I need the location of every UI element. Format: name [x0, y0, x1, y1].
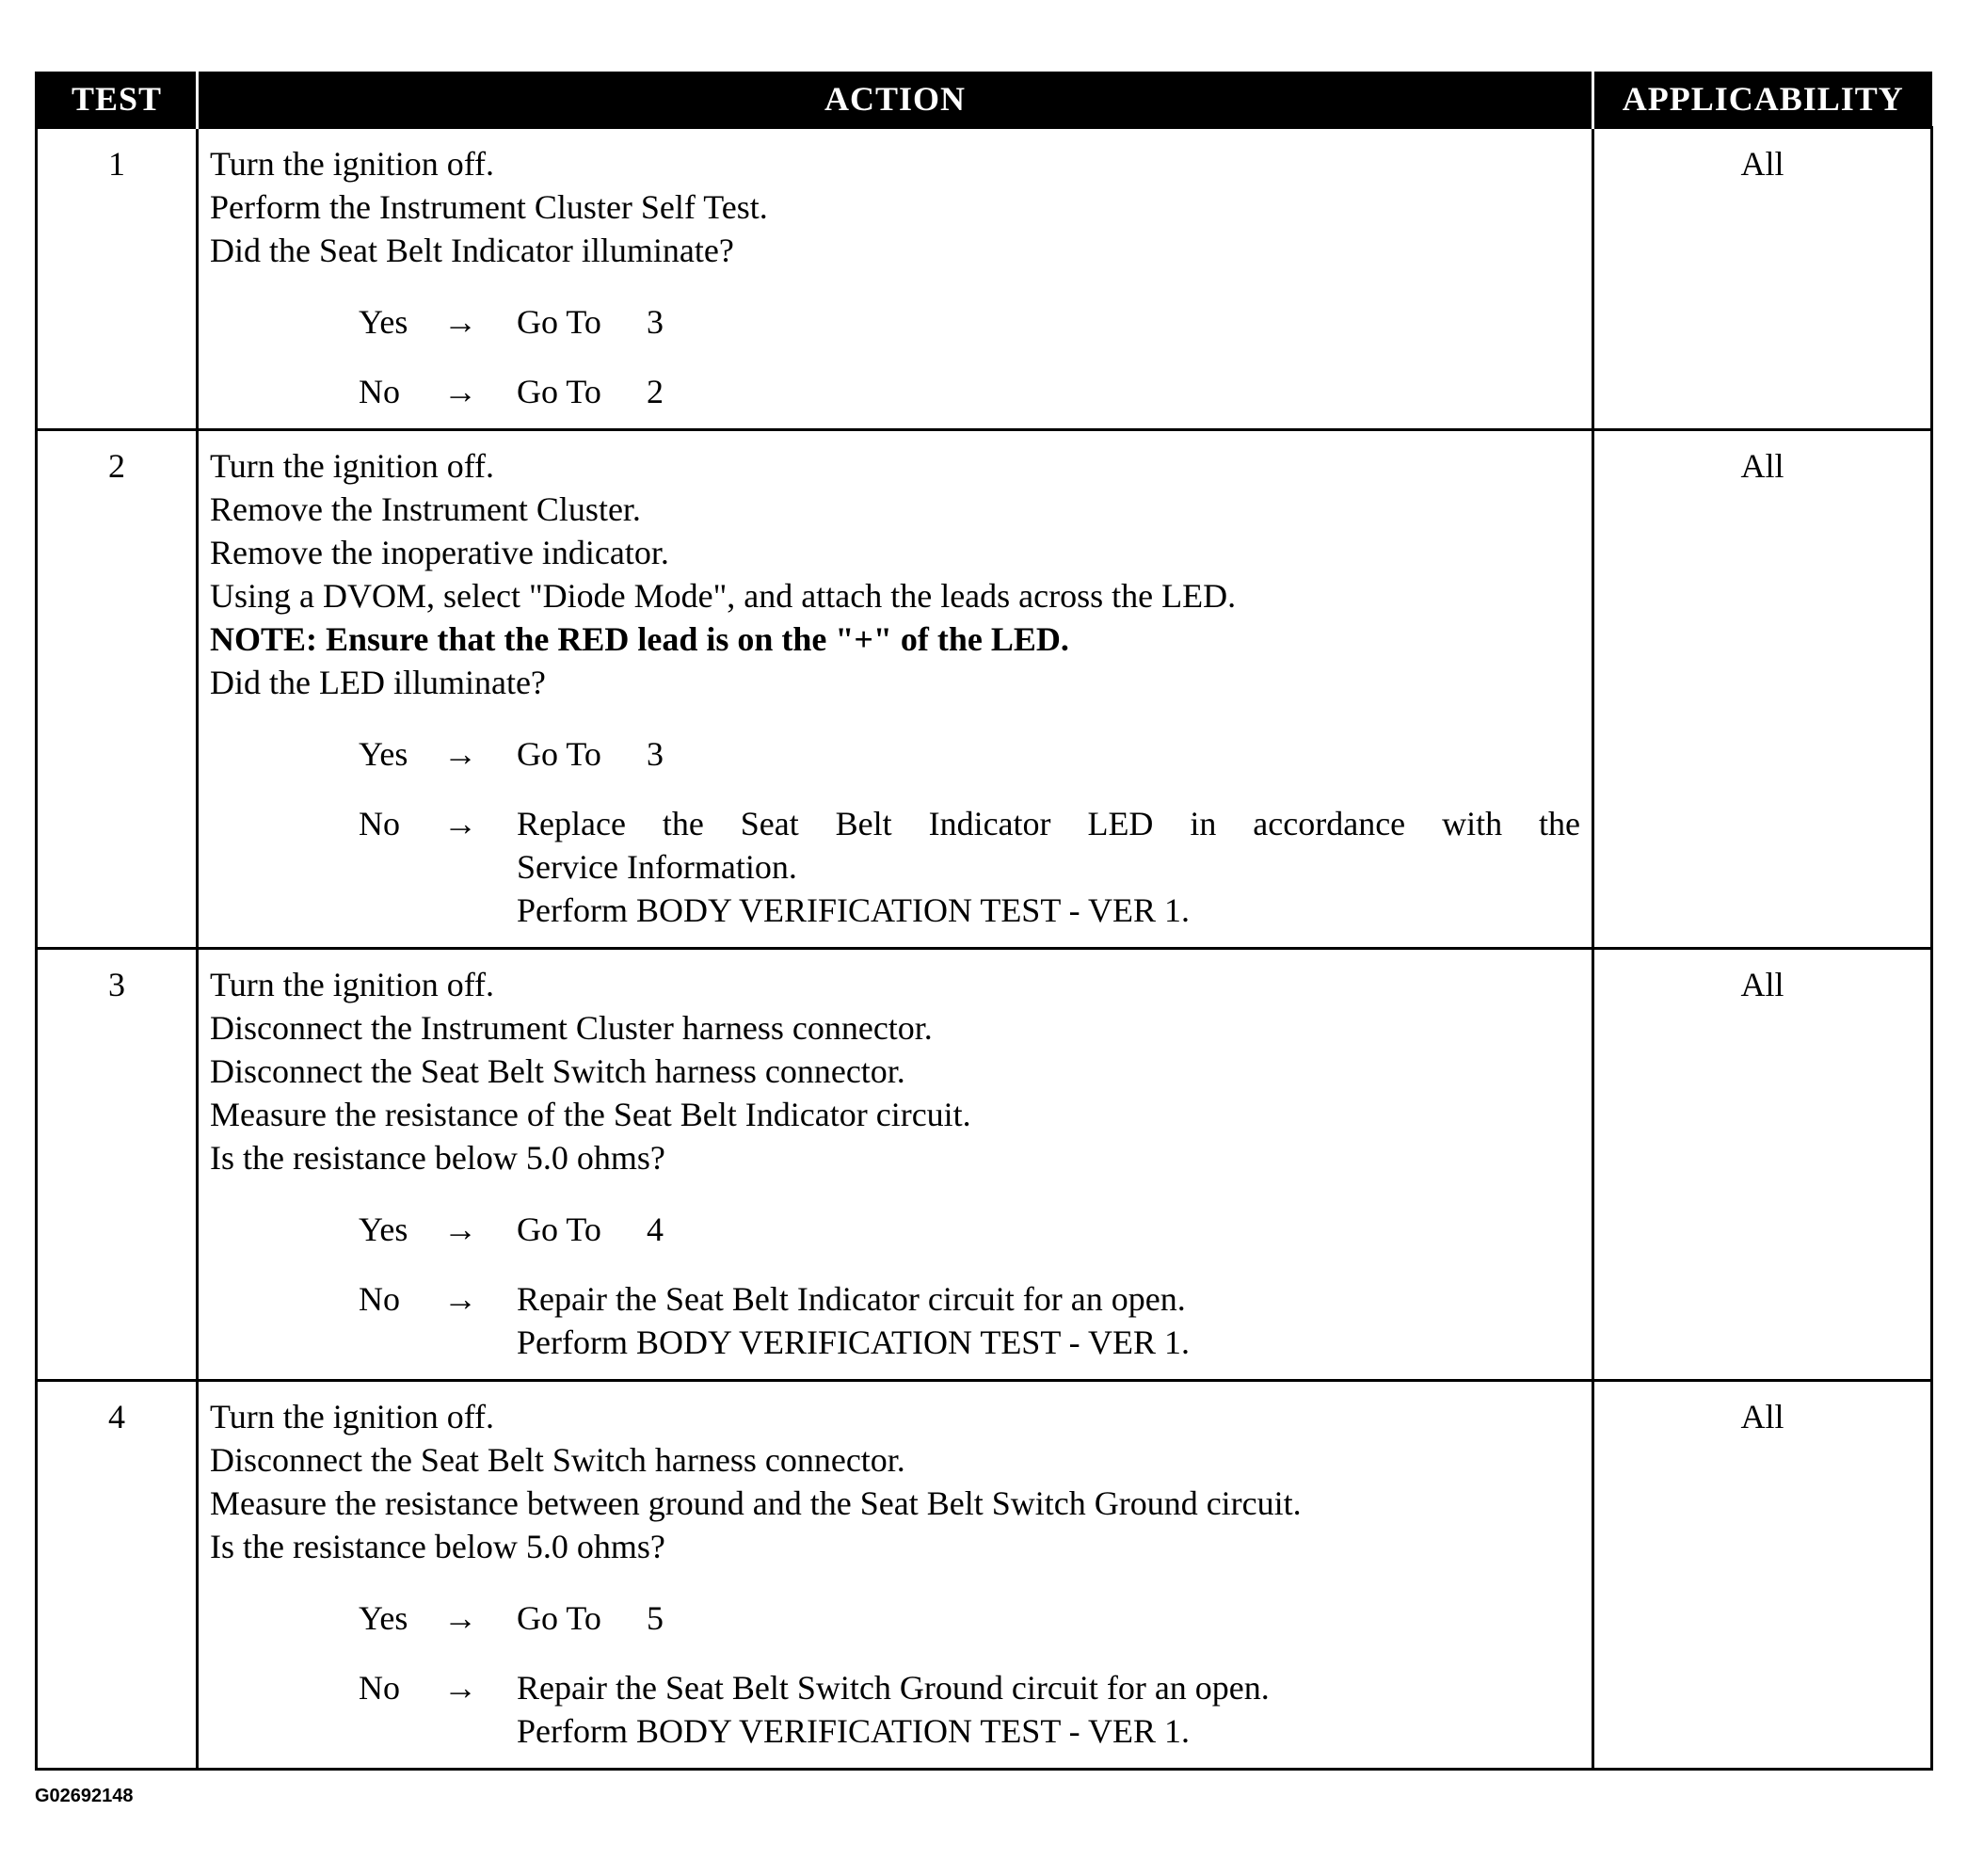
- arrow-right-icon: →: [443, 1280, 477, 1318]
- arrow-right-icon: →: [443, 1599, 477, 1637]
- action-cell: [198, 128, 1593, 430]
- action-cell: [198, 949, 1593, 1381]
- answer-instruction: Replace the Seat Belt Indicator LED in accordance with the: [517, 805, 1580, 842]
- table-row: [37, 128, 1932, 430]
- goto-text: Go To: [517, 373, 601, 410]
- test-number: 4: [37, 1381, 198, 1770]
- action-step: Is the resistance below 5.0 ohms?: [210, 1139, 665, 1177]
- arrow-right-icon: →: [443, 1211, 477, 1248]
- arrow-right-icon: →: [443, 303, 477, 341]
- answer-body: [517, 1666, 1580, 1753]
- answer-instruction: Service Information.: [517, 848, 797, 886]
- answer-no: [359, 1666, 1580, 1753]
- goto-target: 4: [647, 1211, 664, 1248]
- applicability: All: [1593, 430, 1932, 949]
- answer-list: [210, 300, 1580, 413]
- answer-list: [210, 1596, 1580, 1753]
- action-step: Turn the ignition off.: [210, 966, 495, 1003]
- figure-id: G02692148: [35, 1786, 134, 1806]
- goto-text: Go To: [517, 1599, 601, 1637]
- goto-target: 2: [647, 373, 664, 410]
- table-body: [37, 128, 1932, 1770]
- applicability: All: [1593, 1381, 1932, 1770]
- table-row: [37, 949, 1932, 1381]
- answer-label: No: [359, 805, 400, 842]
- diagnostic-test-sheet: [35, 72, 1930, 1771]
- action-note: NOTE: Ensure that the RED lead is on the "+" of the LED.: [210, 620, 1069, 658]
- applicability: All: [1593, 949, 1932, 1381]
- goto-text: Go To: [517, 303, 601, 341]
- answer-no: [359, 1277, 1580, 1364]
- action-step: Turn the ignition off.: [210, 447, 495, 485]
- test-number: 2: [37, 430, 198, 949]
- answer-label: No: [359, 373, 400, 410]
- answer-yes: [359, 732, 1580, 776]
- action-step: Measure the resistance between ground and the Seat Belt Switch Ground circuit.: [210, 1484, 1302, 1522]
- answer-label: No: [359, 1280, 400, 1318]
- arrow-right-icon: →: [443, 1669, 477, 1707]
- answer-label: Yes: [359, 735, 408, 773]
- table-row: [37, 430, 1932, 949]
- action-step: Did the Seat Belt Indicator illuminate?: [210, 232, 734, 269]
- answer-body: [517, 1596, 1580, 1640]
- answer-list: [210, 1208, 1580, 1364]
- answer-label: No: [359, 1669, 400, 1707]
- answer-body: [517, 802, 1580, 932]
- answer-instruction: Repair the Seat Belt Indicator circuit for an open.: [517, 1280, 1186, 1318]
- action-step: Disconnect the Seat Belt Switch harness connector.: [210, 1441, 905, 1479]
- answer-yes: [359, 1596, 1580, 1640]
- goto-text: Go To: [517, 1211, 601, 1248]
- header-applicability: APPLICABILITY: [1593, 72, 1932, 128]
- answer-body: [517, 1277, 1580, 1364]
- test-number: 1: [37, 128, 198, 430]
- goto-text: Go To: [517, 735, 601, 773]
- applicability: All: [1593, 128, 1932, 430]
- answer-no: [359, 802, 1580, 932]
- header-action: ACTION: [198, 72, 1593, 128]
- goto-target: 3: [647, 735, 664, 773]
- action-step: Is the resistance below 5.0 ohms?: [210, 1528, 665, 1565]
- table-header-row: [37, 72, 1932, 128]
- answer-label: Yes: [359, 303, 408, 341]
- answer-instruction: Perform BODY VERIFICATION TEST - VER 1.: [517, 891, 1191, 929]
- arrow-right-icon: →: [443, 735, 477, 773]
- test-number: 3: [37, 949, 198, 1381]
- answer-body: [517, 300, 1580, 344]
- answer-label: Yes: [359, 1599, 408, 1637]
- answer-no: [359, 370, 1580, 413]
- goto-target: 5: [647, 1599, 664, 1637]
- answer-body: [517, 1208, 1580, 1251]
- action-step: Remove the inoperative indicator.: [210, 534, 669, 571]
- answer-label: Yes: [359, 1211, 408, 1248]
- action-step: Turn the ignition off.: [210, 145, 495, 183]
- table-row: [37, 1381, 1932, 1770]
- answer-body: [517, 732, 1580, 776]
- action-step: Disconnect the Instrument Cluster harness connector.: [210, 1009, 933, 1047]
- action-step: Measure the resistance of the Seat Belt Indicator circuit.: [210, 1096, 971, 1133]
- action-step: Did the LED illuminate?: [210, 664, 546, 701]
- answer-list: [210, 732, 1580, 932]
- action-step: Remove the Instrument Cluster.: [210, 490, 641, 528]
- action-step: Perform the Instrument Cluster Self Test.: [210, 188, 768, 226]
- answer-body: [517, 370, 1580, 413]
- arrow-right-icon: →: [443, 805, 477, 842]
- action-step: Turn the ignition off.: [210, 1398, 495, 1435]
- action-step: Using a DVOM, select "Diode Mode", and attach the leads across the LED.: [210, 577, 1237, 615]
- goto-target: 3: [647, 303, 664, 341]
- answer-instruction: Repair the Seat Belt Switch Ground circuit for an open.: [517, 1669, 1270, 1707]
- answer-instruction: Perform BODY VERIFICATION TEST - VER 1.: [517, 1323, 1191, 1361]
- answer-yes: [359, 1208, 1580, 1251]
- diagnostic-test-table: [35, 72, 1933, 1771]
- answer-yes: [359, 300, 1580, 344]
- arrow-right-icon: →: [443, 373, 477, 410]
- answer-instruction: Perform BODY VERIFICATION TEST - VER 1.: [517, 1712, 1191, 1750]
- action-cell: [198, 430, 1593, 949]
- action-step: Disconnect the Seat Belt Switch harness connector.: [210, 1052, 905, 1090]
- header-test: TEST: [37, 72, 198, 128]
- action-cell: [198, 1381, 1593, 1770]
